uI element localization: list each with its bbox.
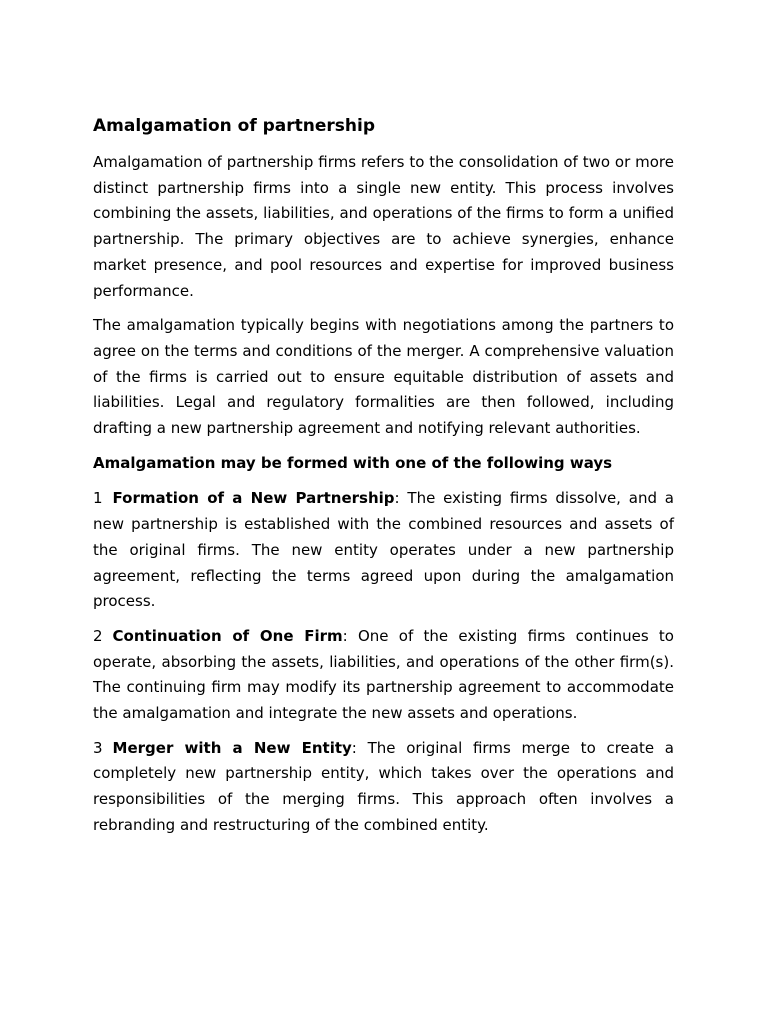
process-paragraph: The amalgamation typically begins with negotiations among the partners to agree on the terms and conditions of the merger. A comprehensive valuation of the firms is carried out to ensure equitable distribution of assets and liabilities. Legal and regulatory formalities are then followed, including drafting a new partnership agreement and notifying relevant authorities. bbox=[93, 316, 674, 438]
list-item-number: 3 bbox=[93, 738, 103, 757]
list-item-text: : The original firms merge to create a completely new partnership entity, which takes over the operations and responsibilities of the merging firms. This approach often involves a rebranding and restructuring of the combined entity. bbox=[93, 738, 674, 834]
list-item bbox=[93, 486, 674, 615]
list-item bbox=[93, 736, 674, 839]
ways-subheading: Amalgamation may be formed with one of the following ways bbox=[93, 453, 613, 472]
list-item bbox=[93, 624, 674, 727]
list-item-text: : The existing firms dissolve, and a new partnership is established with the combined resources and assets of the original firms. The new entity operates under a new partnership agreement, reflecting the terms agreed upon during the amalgamation process. bbox=[93, 489, 674, 611]
list-item-term: Merger with a New Entity bbox=[112, 738, 352, 757]
list-item-number: 1 bbox=[93, 489, 103, 508]
list-item-term: Continuation of One Firm bbox=[112, 626, 343, 645]
list-item-term: Formation of a New Partnership bbox=[112, 489, 395, 508]
intro-paragraph: Amalgamation of partnership firms refers to the consolidation of two or more distinct partnership firms into a single new entity. This process involves combining the assets, liabilities, and operations of the firms to form a unified partnership. The primary objectives are to achieve synergies, enhance market presence, and pool resources and expertise for improved business performance. bbox=[93, 153, 674, 300]
list-item-number: 2 bbox=[93, 626, 103, 645]
document-page bbox=[93, 114, 674, 848]
list-item-text: : One of the existing firms continues to operate, absorbing the assets, liabilities, and operations of the other firm(s). The continuing firm may modify its partnership agreement to accommodate the amalgamation and integrate the new assets and operations. bbox=[93, 626, 674, 723]
document-title: Amalgamation of partnership bbox=[93, 116, 376, 136]
